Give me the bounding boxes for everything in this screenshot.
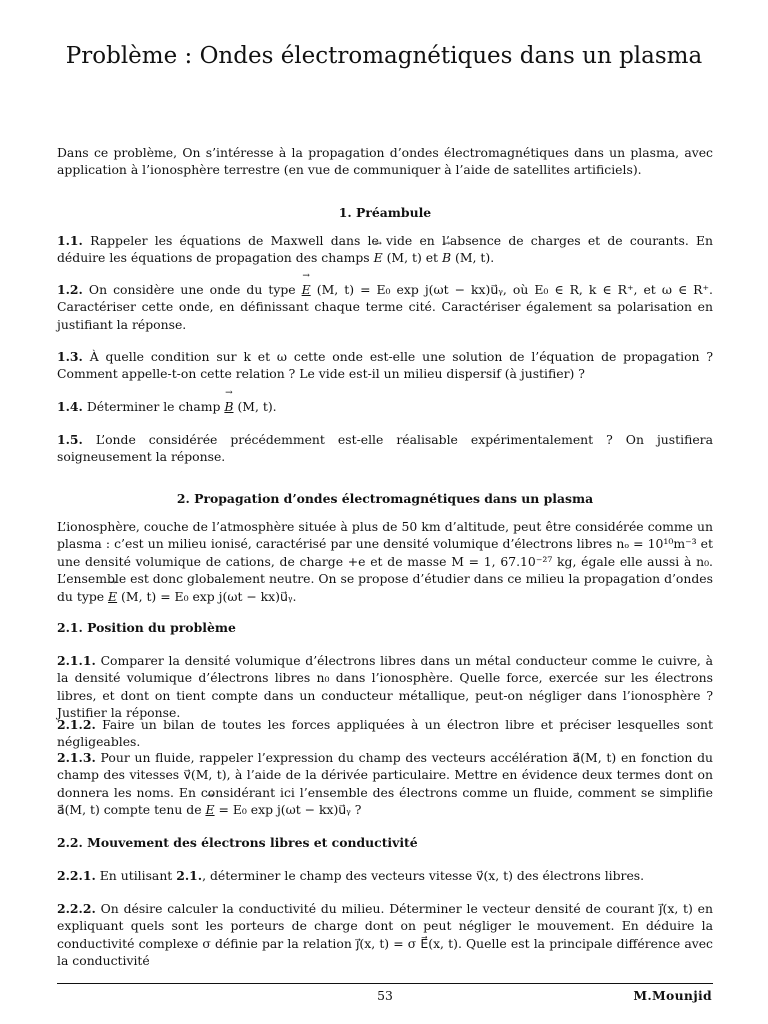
question-number: 2.1.1.: [57, 653, 96, 668]
question-1-3: [57, 348, 713, 383]
question-2-2-1: [57, 867, 713, 884]
question-text: Comparer la densité volumique d’électrons libres dans un métal conducteur comme le cuivre, à la densité volumique d’électrons libres n₀ dans l’ionosphère. Quelle force, exercée sur les électrons libres, et dont on tient compte dans un conducteur métallique, peut-on négliger dans l’ionosphère ? Justifier la réponse.: [57, 653, 713, 721]
question-number: 2.1.3.: [57, 750, 96, 765]
question-text: (M, t) = E₀ exp j(ωt − kx)u⃗ᵧ, où E₀ ∈ R, k ∈ R⁺, et ω ∈ R⁺.: [316, 282, 713, 297]
section-heading-2: 2. Propagation d’ondes électromagnétiques dans un plasma: [176, 491, 594, 506]
question-text: (M, t).: [237, 399, 277, 414]
vector-e-symbol: → E: [302, 281, 311, 298]
page-title: Problème : Ondes électromagnétiques dans un plasma: [65, 43, 703, 69]
subsection-heading-2-2: 2.2. Mouvement des électrons libres et conductivité: [57, 835, 418, 850]
vector-b-symbol: → B: [224, 398, 233, 415]
question-number: 1.1.: [57, 233, 83, 248]
author-name: M.Mounjid: [633, 988, 712, 1003]
footer-rule: [57, 983, 713, 984]
question-text: Pour un fluide, rappeler l’expression du champ des vecteurs accélération a⃗(M, t) en fonction du champ des vitesses v⃗(M, t), à l’aide de la dérivée particulaire. Mettre en évidence deux termes dont on donnera les noms. En considérant ici l’ensemble des électrons comme un fluide, comment se simplifie a⃗(M, t) compte tenu de: [57, 750, 713, 818]
intro-text: L’ionosphère, couche de l’atmosphère située à plus de 50 km d’altitude, peut être considérée comme un plasma : c’est un milieu ionisé, caractérisé par une densité volumique d’électrons libres nₒ = 10¹⁰m⁻³ et une densité volumique de cations, de charge +e et de masse M = 1, 67.10⁻²⁷ kg, égale elle aussi à n₀. L’ensemble est donc globalement neutre. On se propose d’étudier dans ce milieu la propagation d’ondes du type: [57, 519, 713, 604]
question-number: 2.2.2.: [57, 901, 96, 916]
question-reference: 2.1.: [176, 868, 203, 883]
question-text: = E₀ exp j(ωt − kx)u⃗ᵧ ?: [218, 802, 362, 818]
intro-text: (M, t) = E₀ exp j(ωt − kx)u⃗ᵧ.: [121, 588, 297, 604]
question-2-1-2: [57, 716, 713, 751]
question-text: Caractériser cette onde, en définissant chaque terme cité. Caractériser également sa polarisation en justifiant la réponse.: [57, 299, 713, 332]
question-1-1: [57, 232, 713, 267]
subsection-heading-2-1: 2.1. Position du problème: [57, 620, 236, 635]
question-number: 1.4.: [57, 399, 83, 414]
vector-e-symbol: → E: [108, 588, 117, 605]
question-text: L’onde considérée précédemment est-elle réalisable expérimentalement ? On justifiera soigneusement la réponse.: [57, 432, 713, 465]
page-number: 53: [377, 988, 393, 1003]
question-text: Déterminer le champ: [86, 399, 225, 414]
question-text: À quelle condition sur k et ω cette onde est-elle une solution de l’équation de propagation ? Comment appelle-t-on cette relation ? Le vide est-il un milieu dispersif (à justifier) ?: [57, 349, 713, 382]
question-text: , déterminer le champ des vecteurs vitesse v⃗(x, t) des électrons libres.: [202, 868, 645, 883]
intro-paragraph: [57, 144, 713, 179]
question-text: (M, t).: [455, 250, 495, 266]
vector-e-symbol: → E: [206, 801, 215, 818]
question-2-2-2: [57, 900, 713, 970]
question-text: On désire calculer la conductivité du milieu. Déterminer le vecteur densité de courant j⃗(x, t) en expliquant quels sont les porteurs de charge dont on peut négliger le mouvement. En déduire la conductivité complexe σ définie par la relation j⃗(x, t) = σ E⃗(x, t). Quelle est la principale différence avec la conductivité: [57, 901, 713, 969]
section-heading-1: 1. Préambule: [338, 205, 432, 220]
question-2-1-1: [57, 652, 713, 722]
question-1-2: [57, 281, 713, 333]
question-2-1-3: [57, 749, 713, 819]
question-text: Rappeler les équations de Maxwell dans le vide en l’absence de charges et de courants. En déduire les équations de propagation des champs: [57, 233, 713, 266]
question-text: Faire un bilan de toutes les forces appliquées à un électron libre et préciser lesquelles sont négligeables.: [57, 717, 713, 750]
question-text: (M, t) et: [386, 250, 442, 266]
question-number: 2.2.1.: [57, 868, 96, 883]
question-number: 2.1.2.: [57, 717, 96, 732]
vector-b-symbol: → B: [442, 249, 451, 266]
question-text: On considère une onde du type: [88, 282, 302, 297]
question-number: 1.3.: [57, 349, 83, 364]
section-2-intro: [57, 518, 713, 605]
vector-e-symbol: → E: [374, 249, 383, 266]
question-text: En utilisant: [99, 868, 177, 883]
intro-text: Dans ce problème, On s’intéresse à la propagation d’ondes électromagnétiques dans un plasma, avec application à l’ionosphère terrestre (en vue de communiquer à l’aide de satellites artificiels).: [57, 145, 713, 178]
question-1-4: [57, 398, 713, 415]
question-number: 1.5.: [57, 432, 83, 447]
question-1-5: [57, 431, 713, 466]
question-number: 1.2.: [57, 282, 83, 297]
